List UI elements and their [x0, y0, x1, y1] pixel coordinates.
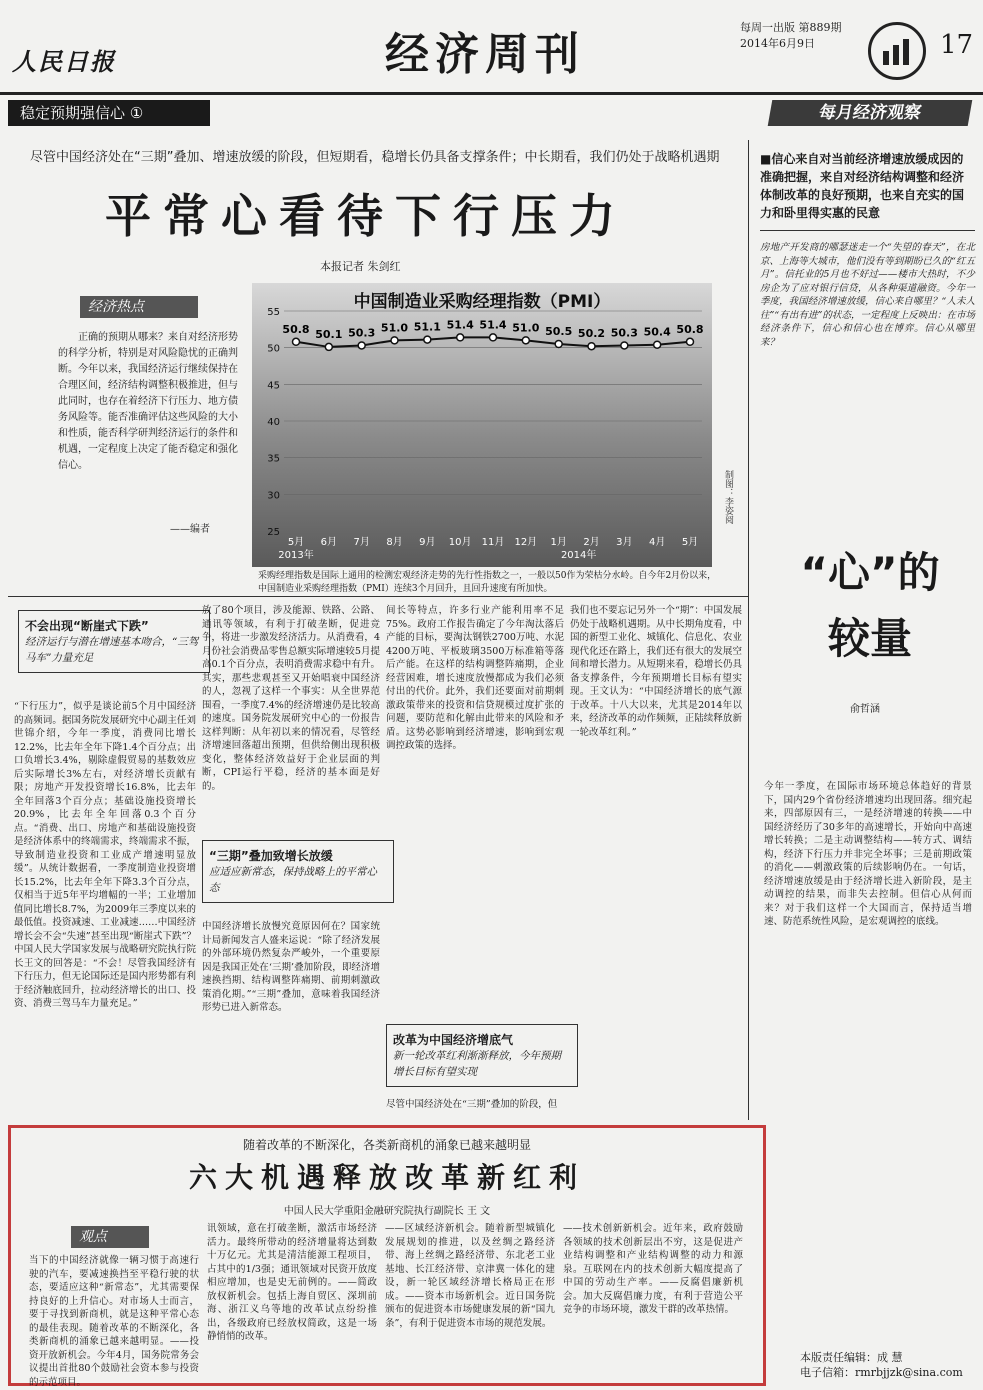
subsection-title-1: 不会出现“断崖式下跌” — [25, 619, 149, 633]
reform-article-box — [8, 1125, 766, 1386]
subsection-title-2: “三期”叠加致增长放缓 — [209, 849, 333, 863]
data-label: 51.0 — [512, 321, 540, 335]
right-panel — [760, 150, 975, 491]
page-number: 17 — [940, 30, 974, 60]
x-tick-label: 2月 — [583, 537, 600, 548]
body-column-3b: 尽管中国经济处在“三期”叠加的阶段，但 — [386, 1099, 558, 1110]
data-label: 50.8 — [282, 322, 310, 336]
pmi-point — [358, 342, 365, 349]
pmi-chart-svg — [252, 283, 712, 567]
photo-credit: 制图：李姿阅 — [723, 470, 733, 524]
year-label: 2013年 — [278, 550, 314, 561]
chart-title: 中国制造业采购经理指数（PMI） — [353, 292, 611, 312]
x-tick-label: 3月 — [616, 537, 633, 548]
subsection-box-1 — [18, 610, 210, 673]
pmi-point — [654, 341, 661, 348]
y-tick-label: 45 — [267, 380, 280, 392]
right-panel-lead: ■信心来自对当前经济增速放缓成因的准确把握，来自对经济结构调整和经济体制改革的良好预期，也来自充实的国力和卧里得实惠的民意 — [760, 150, 975, 231]
x-tick-label: 8月 — [386, 537, 403, 548]
editor-name: 本版责任编辑：成 慧 — [800, 1351, 903, 1364]
editor-email: 电子信箱：rmrbjjzk@sina.com — [800, 1366, 963, 1379]
pmi-point — [621, 342, 628, 349]
subsection-desc-2: 应适应新常态，保持战略上的平常心态 — [209, 866, 377, 894]
masthead-rule — [0, 92, 983, 95]
article-byline: 本报记者 朱剑红 — [320, 260, 401, 273]
chart-logo-icon — [868, 22, 926, 80]
box-column-2: 讯领域，意在打破垄断，激活市场经济活力。最终所带动的经济增量将达到数十万亿元。尤其是清洁能源工程项目，占其中的1/3强；通讯领域对民资开放度相应增加，也是史无前例的。——简政放权新机会。包括上海自贸区、深圳前海、浙江义乌等地的改革试点纷纷推出，各级政府已经放权简政，这是一场静悄悄的改革。 — [207, 1223, 377, 1342]
data-label: 50.5 — [545, 325, 573, 338]
x-tick-label: 1月 — [550, 537, 567, 548]
editor-intro: 正确的预期从哪来？来自对经济形势的科学分析，特别是对风险隐忧的正确判断。今年以来，我国经济运行继续保持在合理区间，经济结构调整积极推进，但与此同时，也存在着经济下行压力、地方债务风险等。能否准确评估这些风险的大小和性质，能否科学研判经济运行的条件和机遇，一定程度上决定了能否稳定和强化信心。 — [58, 332, 238, 471]
article-headline: 平常心看待下行压力 — [105, 189, 627, 243]
pmi-point — [293, 338, 300, 345]
data-label: 50.8 — [676, 322, 704, 336]
x-tick-label: 12月 — [514, 537, 538, 548]
body-column-2b: 中国经济增长放慢究竟原因何在？国家统计局新闻发言人盛来运说：“除了经济发展的外部环境仍然复杂严峻外，一个重要原因是我国正处在‘三期’叠加阶段，即经济增速换挡期、结构调整阵痛期、前期刺激政策消化期。”“三期”叠加，意味着我国经济形势已进入新常态。 — [202, 921, 380, 1013]
y-tick-label: 40 — [267, 417, 280, 428]
body-column-1: “下行压力”，似乎是谈论前5个月中国经济的高频词。据国务院发展研究中心副主任刘世锦介绍，今年一季度，消费同比增长12.2%，比去年全年下降1.4个百分点；出口负增长3.4%，剔除虚假贸易的基数效应后实际增长3%左右，对经济增长贡献有限；房地产开发投资增长16.8%，比去年全年回落3个百分点；基础设施投资增长20.9%，比去年全年回落0.3个百分点。“消费、出口、房地产和基础设施投资是经济体系中的终端需求，终端需求不振，导致制造业投资和工业成产增速明显放缓”。从统计数据看，一季度制造业投资增长15.2%，比去年全年下降3.3个百分点，仅相当于近5年平均增幅的一半；工业增加值同比增长8.7%，为2009年三季度以来的最低值。投资减速、工业减速……中国经济增长会不会“失速”甚至出现“断崖式下跌”？中国人民大学国家发展与战略研究院执行院长王文的回答是：“不会！尽管我国经济有下行压力，但无论国际还是国内形势都有利于经济触底回升，拉动经济增长的出口、投资、消费三驾马车力量充足。” — [14, 701, 196, 1009]
x-tick-label: 4月 — [648, 537, 666, 548]
y-tick-label: 55 — [267, 307, 280, 318]
x-tick-label: 5月 — [287, 537, 305, 548]
editor-info — [800, 1350, 963, 1380]
x-tick-label: 7月 — [353, 537, 370, 548]
subsection-desc-3: 新一轮改革红利渐渐释放，今年预期增长目标有望实现 — [393, 1050, 561, 1078]
pmi-point — [588, 343, 595, 350]
data-label: 51.4 — [446, 318, 474, 332]
observation-tag: 每月经济观察 — [768, 100, 973, 126]
pmi-point — [555, 341, 562, 348]
body-column-3: 间长等特点，许多行业产能利用率不足75%。政府工作报告确定了今年淘汰落后产能的目标，要淘汰钢铁2700万吨、水泥4200万吨、平板玻璃3500万标准箱等落后产能。在这样的结构调整阵痛期，企业经营困难，增长速度放慢都成为我们必须付出的代价。此外，我们还要面对前期刺激政策带来的投资和信贷规模过度扩张的问题，要防范和化解由此带来的风险和矛盾。这势必影响到经济增速，影响到宏观调控政策的选择。 — [386, 605, 564, 751]
section-divider — [8, 596, 748, 597]
series-tag: 稳定预期强信心 ① — [8, 100, 210, 126]
data-label: 50.2 — [577, 327, 606, 341]
right-panel-body: 房地产开发商的哪瑟迷走一个“失望的春天”，在北京、上海等大城市，他们没有等到期盼已久的“红五月”。信托业的5月也不好过——楼市大热时，不少房企为了应对银行信贷，从各种渠道融资。今年一季度，我国经济增速放缓，信心来自哪里？“人未人往”“有出有进”的状态，一定程度上反映出：在市场经济条件下，信心和信心也在博弈。信心从哪里来？ — [760, 242, 975, 348]
chart-caption: 采购经理指数是国际上通用的检测宏观经济走势的先行性指数之一，一般以50作为荣枯分水岭。自今年2月份以来，中国制造业采购经理指数（PMI）连续3个月回升，且回升速度有所加快。 — [258, 571, 717, 594]
issue-date: 2014年6月9日 — [740, 37, 815, 50]
x-tick-label: 6月 — [320, 537, 338, 548]
pmi-chart — [252, 283, 712, 567]
box-column-4: ——技术创新新机会。近年来，政府鼓励各领域的技术创新层出不穷，这是促进产业结构调整和产业结构调整的动力和源泉。互联网在内的技术创新大幅度提高了中国的劳动生产率。——反腐倡廉新机会。加大反腐倡廉力度，有利于营造公平竞争的市场环境，激发干群的改革热情。 — [563, 1223, 743, 1315]
pmi-point — [325, 343, 332, 350]
subsection-desc-1: 经济运行与潜在增速基本吻合，“三驾马车”力量充足 — [25, 636, 199, 664]
subsection-box-2 — [202, 840, 394, 903]
pmi-point — [424, 336, 431, 343]
pmi-point — [490, 334, 497, 341]
opinion-headline: “心”的较量 — [800, 548, 940, 663]
pmi-point — [457, 334, 464, 341]
issue-number: 每周一出版 第889期 — [740, 21, 842, 34]
data-label: 50.3 — [610, 326, 638, 340]
section-title: 经济周刊 — [385, 29, 585, 80]
x-tick-label: 9月 — [419, 537, 436, 548]
data-label: 50.1 — [315, 327, 343, 341]
pmi-point — [391, 337, 398, 344]
body-column-4: 我们也不要忘记另外一个“期”：中国发展仍处于战略机遇期。从中长期角度看，中国的新型工业化、城镇化、信息化、农业现代化还在路上，我们还有很大的发展空间和增长潜力。从短期来看，稳增长仍具备支撑条件，今年预期增长目标有望实现。王文认为：“中国经济增长的底气源于改革。十八大以来，尤其是2014年以来，经济改革的动作频频，正陆续释放新一轮改革红利。” — [570, 605, 742, 738]
body-column-2: 放了80个项目，涉及能源、铁路、公路、通讯等领域，有利于打破垄断，促进竞争，将进一步激发经济活力。从消费看，4月份社会消费品零售总额实际增速较5月提高0.1个百分点，表明消费需求稳中有升。其实，那些悲观甚至又开始唱衰中国经济的人，忽视了这样一个事实：从全世界范围看，一季度7.4%的经济增速仍是比较高的速度。国务院发展研究中心的一份报告这样判断：从年初以来的情况看，尽管经济增速回落超出预期，但供给侧出现积极变化，整体经济效益好于企业层面的判断，CPI运行平稳，经济的基本面是好的。 — [202, 605, 380, 792]
newspaper-logo: 人民日报 — [12, 47, 116, 76]
x-tick-label: 10月 — [448, 537, 472, 548]
data-label: 51.1 — [413, 320, 441, 334]
box-headline: 六大机遇释放改革新红利 — [188, 1161, 585, 1194]
box-column-3: ——区域经济新机会。随着新型城镇化发展规划的推进，以及丝绸之路经济带、海上丝绸之路经济带、东北老工业基地、长江经济带、京津冀一体化的建设，新一轮区域经济增长格局正在形成。——资本市场新机会。近日国务院颁布的促进资本市场健康发展的新“国九条”，有利于促进资本市场的规范发展。 — [385, 1223, 555, 1329]
x-tick-label: 11月 — [481, 537, 505, 548]
y-tick-label: 35 — [267, 453, 280, 465]
pmi-point — [687, 338, 694, 345]
opinion-author: 俞哲涵 — [850, 704, 880, 715]
article-kicker: 尽管中国经济处在“三期”叠加、增速放缓的阶段，但短期看，稳增长仍具备支撑条件；中长期看，我们仍处于战略机遇期 — [30, 150, 720, 165]
y-tick-label: 50 — [267, 343, 280, 355]
box-kicker: 随着改革的不断深化，各类新商机的涌象已越来越明显 — [242, 1138, 531, 1152]
viewpoint-tag: 观点 — [71, 1226, 149, 1248]
editor-sign: ——编者 — [170, 524, 210, 535]
data-label: 51.4 — [479, 318, 507, 332]
y-tick-label: 25 — [267, 527, 280, 538]
hot-topic-tag: 经济热点 — [80, 296, 198, 318]
column-divider — [748, 140, 749, 1120]
data-label: 50.3 — [348, 326, 376, 340]
issue-info — [740, 20, 842, 52]
box-column-1: 当下的中国经济就像一辆习惯于高速行驶的汽车，要减速换挡至平稳行驶的状态，要适应这种“新常态”，尤其需要保持良好的上升信心。对市场人士而言，要于寻找到新商机，就是这种平常心态的最佳表现。随着改革的不断深化，各类新商机的涌象已越来越明显。——投资开放新机会。今年4月，国务院常务会议提出首批80个鼓励社会资本参与投资的示范项目。 — [29, 1255, 199, 1388]
opinion-body: 今年一季度，在国际市场环境总体趋好的背景下，国内29个省份经济增速均出现回落。细究起来，四部原因有三，一是经济增速的转换——中国经济经历了30多年的高速增长，开始向中高速增长转换；二是主动调整结构——转方式、调结构，经济下行压力并非完全坏事；三是前期政策的消化——刺激政策的后续影响仍在。一句话，经济增速放缓是由于经济增长进入新阶段，是主动调控的结果，而非失去控制。但信心从何而来？对于我们这样一个大国而言，保持适当增速、防范系统性风险，是宏观调控的底线。 — [764, 781, 972, 927]
data-label: 50.4 — [643, 325, 671, 339]
data-label: 51.0 — [380, 321, 409, 335]
year-label: 2014年 — [560, 550, 597, 561]
subsection-box-3 — [386, 1024, 578, 1087]
box-byline: 中国人民大学重阳金融研究院执行副院长 王 文 — [283, 1206, 491, 1217]
subsection-title-3: 改革为中国经济增底气 — [393, 1033, 514, 1047]
x-tick-label: 5月 — [681, 537, 699, 548]
pmi-point — [522, 337, 529, 344]
y-tick-label: 30 — [267, 490, 280, 502]
